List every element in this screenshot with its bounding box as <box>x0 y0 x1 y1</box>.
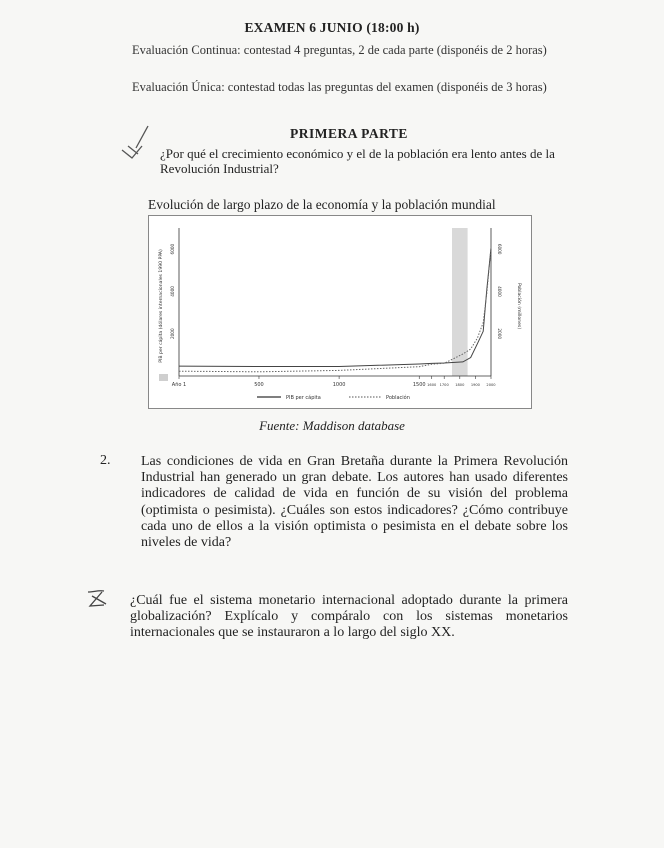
handwritten-cross-icon <box>84 588 114 610</box>
chart-title: Evolución de largo plazo de la economía y la población mundial <box>148 197 496 212</box>
x-tick-label: 1600 <box>427 383 437 387</box>
x-tick-label: 1900 <box>470 383 480 387</box>
y-tick-label-left: 6000 <box>170 243 175 255</box>
question-2: Las condiciones de vida en Gran Bretaña durante la Primera Revolución Industrial han generado un gran debate. Los autores han usado diferentes indicadores de calidad de vida en función de su visión del problema (optimista o pesimista). ¿Cuáles son estos indicadores? ¿Cómo contribuye cada uno de ellos a la visión optimista o pesimista en el debate sobre los niveles de vida? <box>141 454 568 551</box>
exam-title: EXAMEN 6 JUNIO (18:00 h) <box>244 20 420 35</box>
legend-label-poblacion: Población <box>386 395 410 401</box>
x-tick-label: 1500 <box>412 382 426 388</box>
instruction-unica: Evaluación Única: contestad todas las preguntas del examen (disponéis de 3 horas) <box>132 80 547 94</box>
instruction-continua: Evaluación Continua: contestad 4 preguntas, 2 de cada parte (disponéis de 2 horas) <box>132 43 547 57</box>
question-2-number: 2. <box>100 453 111 468</box>
chart-source: Fuente: Maddison database <box>259 418 405 433</box>
question-3: ¿Cuál fue el sistema monetario internacional adoptado durante la primera globalización? Explícalo y compáralo con los sistemas monetarios internacionales que se instauraron a lo largo del siglo XX. <box>130 593 568 641</box>
chart-figure <box>148 215 532 409</box>
series-line-poblacion <box>179 248 491 372</box>
handwritten-check-icon <box>118 124 162 168</box>
x-tick-label: 1800 <box>455 383 465 387</box>
y-tick-label-right: 2000 <box>497 328 502 340</box>
x-tick-label: 1000 <box>332 382 346 388</box>
x-tick-label: 1700 <box>439 383 449 387</box>
y-tick-label-right: 6000 <box>497 243 502 255</box>
legend-band-swatch <box>159 374 168 381</box>
part-heading: PRIMERA PARTE <box>290 126 408 141</box>
y-tick-label-left: 4000 <box>170 286 175 297</box>
question-1: ¿Por qué el crecimiento económico y el de la población era lento antes de la Revolución Industrial? <box>160 146 555 176</box>
x-tick-label: 2000 <box>486 383 496 387</box>
series-line-pib <box>179 248 491 366</box>
highlight-band <box>452 228 468 376</box>
y-tick-label-right: 4000 <box>497 286 502 297</box>
x-tick-label: Año 1 <box>171 382 187 388</box>
y-axis-label-right: Población (millones) <box>516 282 521 330</box>
chart-svg <box>149 216 531 408</box>
y-axis-label-left: PIB per cápita (dólares internacionales 1990 PPA) <box>159 249 164 363</box>
x-tick-label: 500 <box>254 382 264 388</box>
legend-label-pib: PIB per cápita <box>286 395 321 401</box>
y-tick-label-left: 2000 <box>170 328 175 340</box>
